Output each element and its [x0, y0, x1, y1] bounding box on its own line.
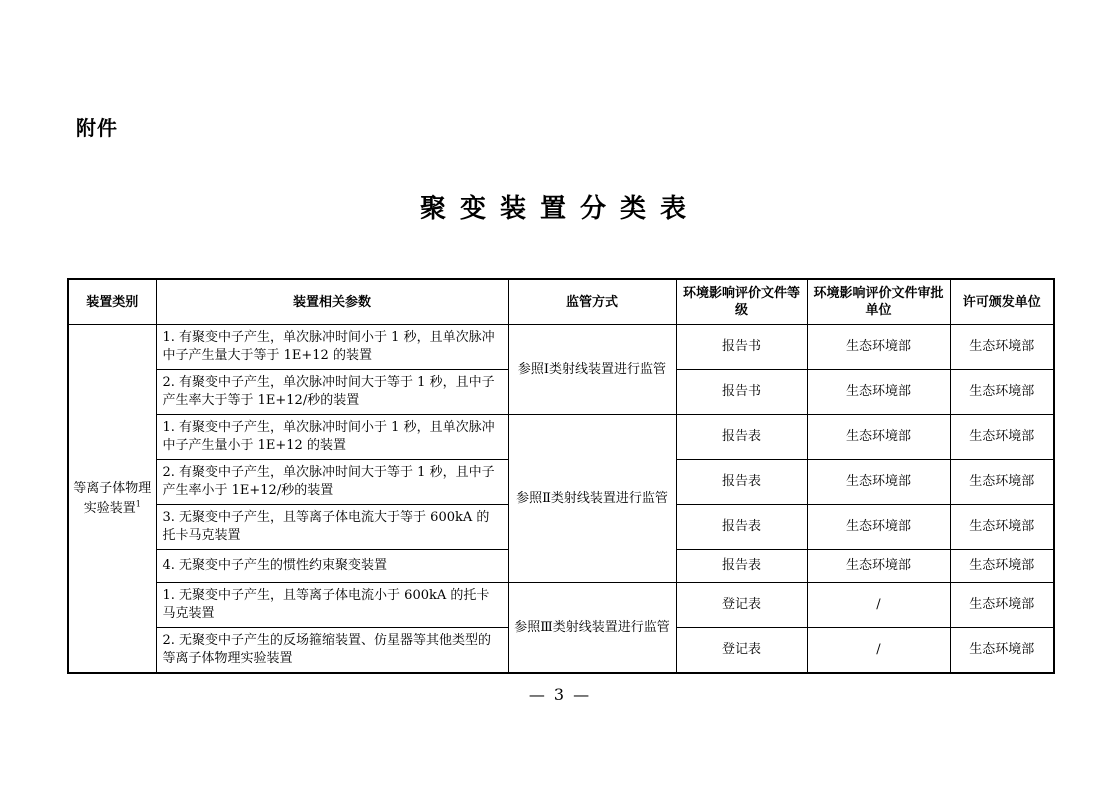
column-header-category: 装置类别 — [68, 279, 156, 325]
fusion-device-classification-table — [67, 278, 1055, 674]
footnote-marker: 1 — [135, 499, 141, 509]
parameter-cell: 4. 无聚变中子产生的惯性约束聚变装置 — [156, 550, 508, 583]
parameter-cell: 1. 无聚变中子产生，且等离子体电流小于 600kA 的托卡马克装置 — [156, 583, 508, 628]
table-row — [68, 325, 1054, 370]
license-issuer-cell: 生态环境部 — [950, 370, 1054, 415]
eia-approval-cell: 生态环境部 — [807, 415, 950, 460]
license-issuer-cell: 生态环境部 — [950, 628, 1054, 674]
table-row — [68, 415, 1054, 460]
eia-approval-cell: 生态环境部 — [807, 370, 950, 415]
eia-level-cell: 报告表 — [676, 415, 807, 460]
parameter-cell: 2. 有聚变中子产生，单次脉冲时间大于等于 1 秒，且中子产生率大于等于 1E+12/秒的装置 — [156, 370, 508, 415]
supervision-cell-class-2: 参照Ⅱ类射线装置进行监管 — [508, 415, 676, 583]
license-issuer-cell: 生态环境部 — [950, 460, 1054, 505]
parameter-cell: 1. 有聚变中子产生，单次脉冲时间小于 1 秒，且单次脉冲中子产生量大于等于 1E+12 的装置 — [156, 325, 508, 370]
eia-level-cell: 登记表 — [676, 583, 807, 628]
eia-level-cell: 报告表 — [676, 505, 807, 550]
eia-level-cell: 报告表 — [676, 550, 807, 583]
license-issuer-cell: 生态环境部 — [950, 550, 1054, 583]
parameter-cell: 1. 有聚变中子产生，单次脉冲时间小于 1 秒，且单次脉冲中子产生量小于 1E+12 的装置 — [156, 415, 508, 460]
column-header-eia-level: 环境影响评价文件等级 — [676, 279, 807, 325]
table-row — [68, 583, 1054, 628]
device-category-cell — [68, 325, 156, 674]
license-issuer-cell: 生态环境部 — [950, 415, 1054, 460]
eia-level-cell: 报告书 — [676, 370, 807, 415]
eia-approval-cell: 生态环境部 — [807, 505, 950, 550]
column-header-eia-approval: 环境影响评价文件审批单位 — [807, 279, 950, 325]
eia-approval-cell: 生态环境部 — [807, 325, 950, 370]
eia-level-cell: 登记表 — [676, 628, 807, 674]
supervision-cell-class-1: 参照Ⅰ类射线装置进行监管 — [508, 325, 676, 415]
parameter-cell: 2. 有聚变中子产生，单次脉冲时间大于等于 1 秒，且中子产生率小于 1E+12/秒的装置 — [156, 460, 508, 505]
column-header-supervision: 监管方式 — [508, 279, 676, 325]
device-category-label: 等离子体物理实验装置 — [73, 480, 152, 516]
attachment-label: 附件 — [76, 116, 118, 140]
license-issuer-cell: 生态环境部 — [950, 325, 1054, 370]
parameter-cell: 2. 无聚变中子产生的反场箍缩装置、仿星器等其他类型的等离子体物理实验装置 — [156, 628, 508, 674]
eia-approval-cell: / — [807, 583, 950, 628]
eia-approval-cell: / — [807, 628, 950, 674]
license-issuer-cell: 生态环境部 — [950, 583, 1054, 628]
column-header-license-issuer: 许可颁发单位 — [950, 279, 1054, 325]
supervision-cell-class-3: 参照Ⅲ类射线装置进行监管 — [508, 583, 676, 674]
table-header-row — [68, 279, 1054, 325]
page-number: — 3 — — [528, 685, 592, 704]
parameter-cell: 3. 无聚变中子产生，且等离子体电流大于等于 600kA 的托卡马克装置 — [156, 505, 508, 550]
column-header-parameters: 装置相关参数 — [156, 279, 508, 325]
eia-approval-cell: 生态环境部 — [807, 460, 950, 505]
eia-level-cell: 报告表 — [676, 460, 807, 505]
document-title: 聚变装置分类表 — [419, 194, 700, 224]
license-issuer-cell: 生态环境部 — [950, 505, 1054, 550]
eia-approval-cell: 生态环境部 — [807, 550, 950, 583]
eia-level-cell: 报告书 — [676, 325, 807, 370]
